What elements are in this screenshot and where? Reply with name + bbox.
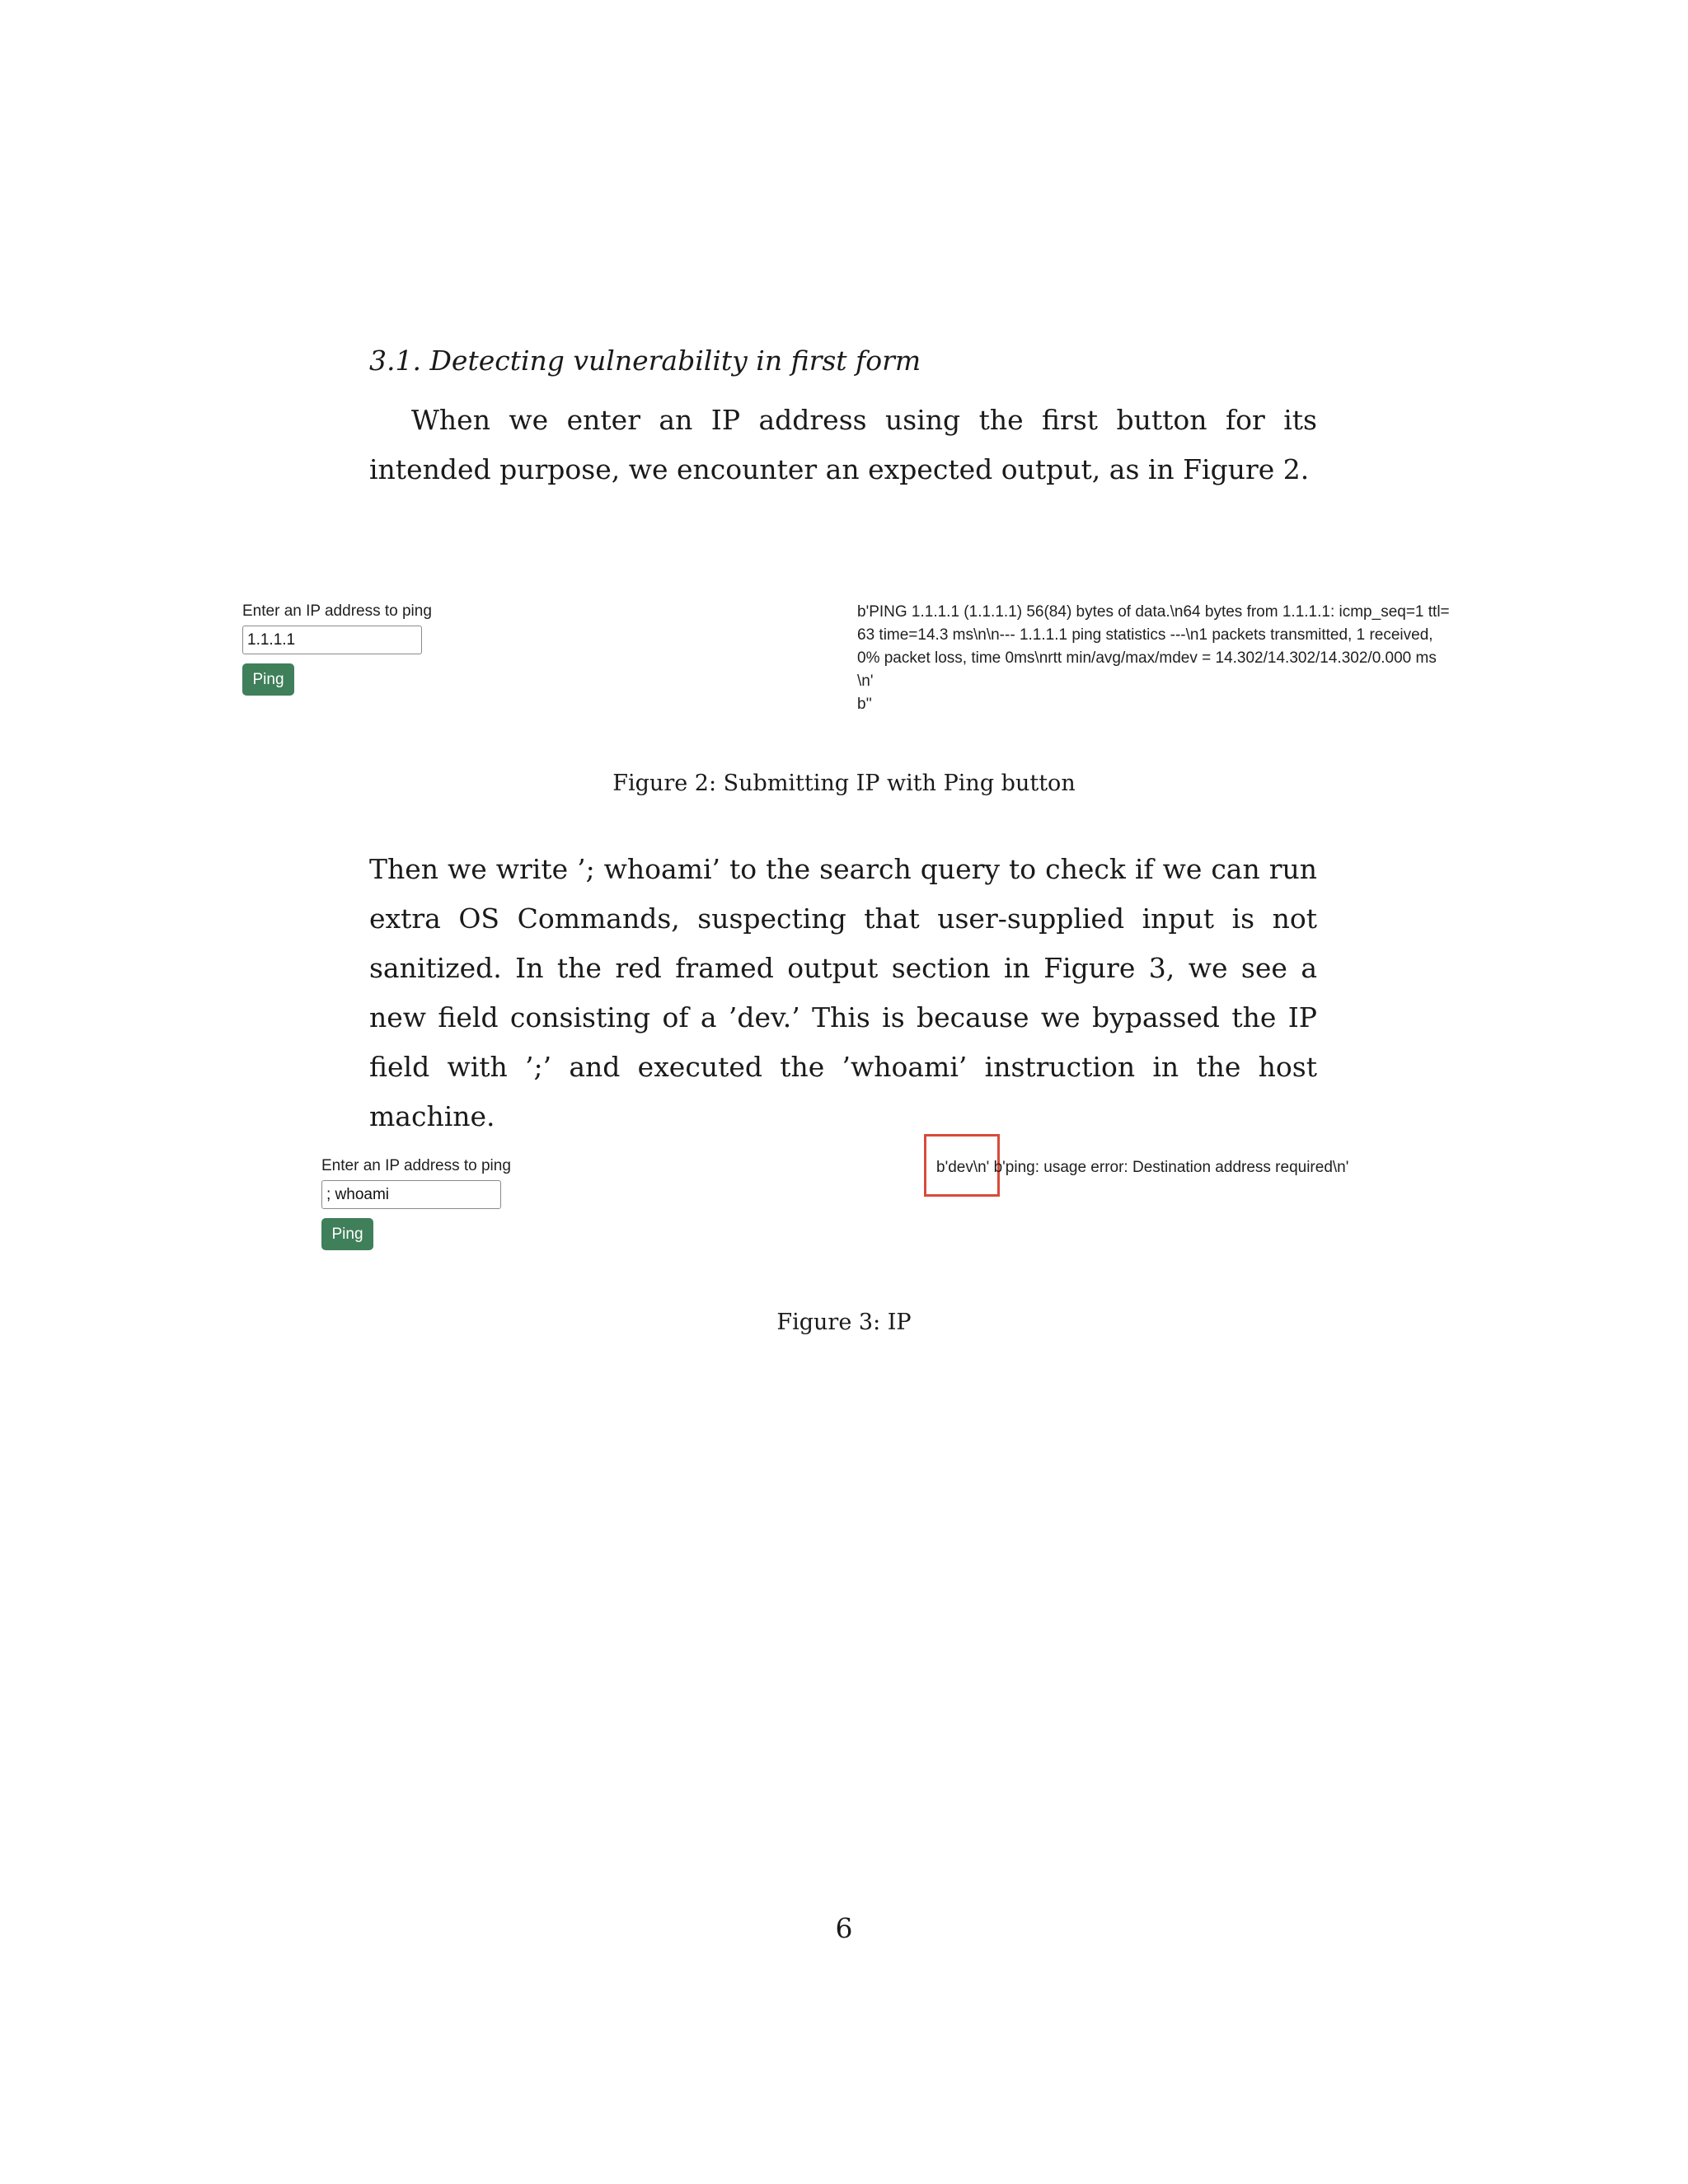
figure2-ping-form [242, 602, 432, 696]
figure3-ip-input[interactable] [321, 1180, 501, 1209]
figure2-ping-button[interactable]: Ping [242, 663, 294, 696]
figure3-caption: Figure 3: IP [776, 1310, 912, 1335]
figure3-ping-button[interactable]: Ping [321, 1218, 373, 1250]
figure2-form-label: Enter an IP address to ping [242, 602, 432, 620]
figure2-caption: Figure 2: Submitting IP with Ping button [612, 771, 1076, 796]
paragraph-second [369, 845, 1317, 1141]
page-number: 6 [835, 1912, 853, 1944]
paragraph-first [369, 396, 1317, 494]
paragraph-first-text: When we enter an IP address using the first button for its intended purpose, we encounter an expected output, as in Figure 2. [369, 404, 1317, 485]
figure3-output: b'dev\n' b'ping: usage error: Destination address required\n' [936, 1159, 1349, 1176]
figure3-form-label: Enter an IP address to ping [321, 1157, 511, 1174]
paragraph-second-text: Then we write ’; whoami’ to the search query to check if we can run extra OS Commands, suspecting that user-supplied input is not sanitized. In the red framed output section in Figure 3, we see a new field consisting of a ’dev.’ This is because we bypassed the IP field with ’;’ and executed the ’whoami’ instruction in the host machine. [369, 853, 1317, 1132]
figure2-output [857, 601, 1451, 716]
figure2-output-line2: b'' [857, 696, 872, 713]
figure2-output-line1: b'PING 1.1.1.1 (1.1.1.1) 56(84) bytes of data.\n64 bytes from 1.1.1.1: icmp_seq=1 ttl=63 time=14.3 ms\n\n--- 1.1.1.1 ping statistics ---\n1 packets transmitted, 1 received, 0% packet loss, time 0ms\nrtt min/avg/max/mdev = 14.302/14.302/14.302/0.000 ms\n' [857, 603, 1450, 690]
figure2-ip-input[interactable] [242, 626, 422, 654]
section-heading: 3.1. Detecting vulnerability in first form [369, 344, 921, 377]
figure3-ping-form [321, 1156, 511, 1250]
